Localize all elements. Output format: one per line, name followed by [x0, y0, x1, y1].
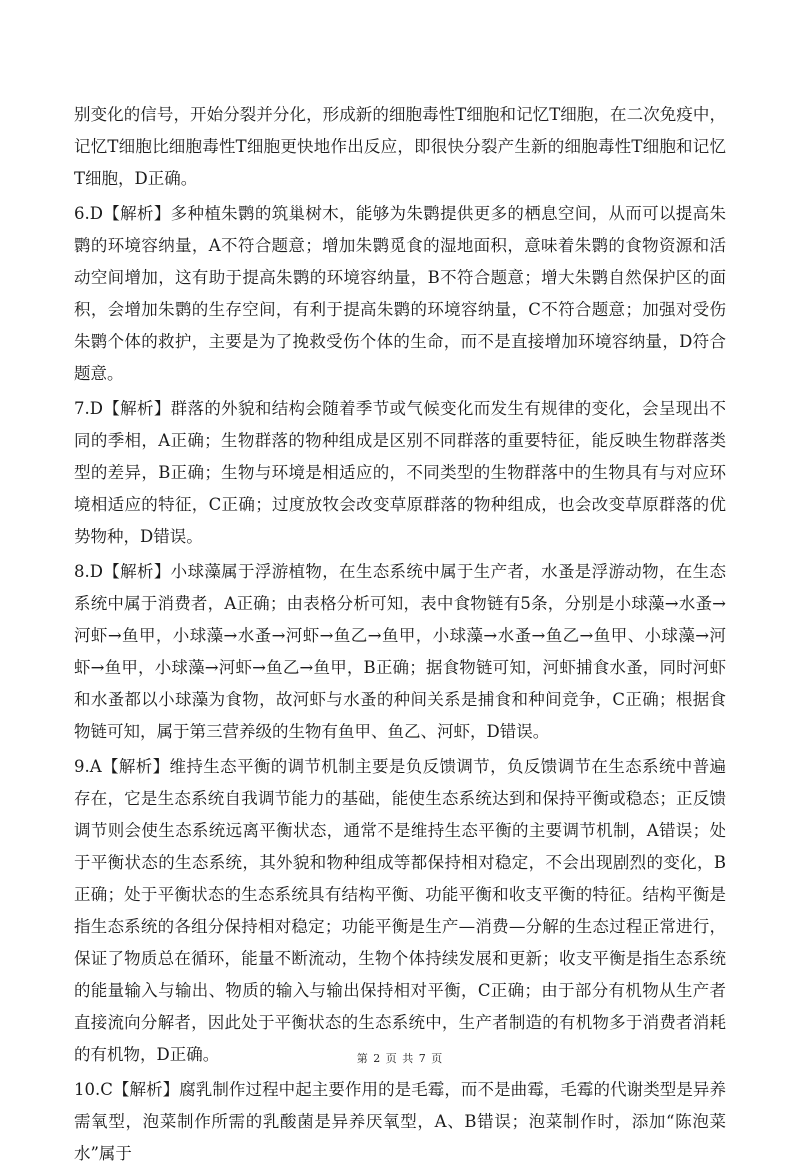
paragraph-continuation: 别变化的信号，开始分裂并分化，形成新的细胞毒性T细胞和记忆T细胞，在二次免疫中，记忆T细胞比细胞毒性T细胞更快地作出反应，即很快分裂产生新的细胞毒性T细胞和记忆T细胞，D正确。: [74, 105, 726, 188]
paragraph-answer-10: 10.C【解析】腐乳制作过程中起主要作用的是毛霉，而不是曲霉，毛霉的代谢类型是异养需氧型，泡菜制作所需的乳酸菌是异养厌氧型，A、B错误；泡菜制作时，添加“陈泡菜水”属于: [74, 1080, 726, 1163]
page-footer: 第 2 页 共 7 页: [356, 1052, 444, 1065]
paragraph-answer-8: 8.D【解析】小球藻属于浮游植物，在生态系统中属于生产者，水蚤是浮游动物，在生态系统中属于消费者，A正确；由表格分析可知，表中食物链有5条，分别是小球藻→水蚤→河虾→鱼甲，小球藻→水蚤→河虾→鱼乙→鱼甲，小球藻→水蚤→鱼乙→鱼甲、小球藻→河虾→鱼甲，小球藻→河虾→鱼乙→鱼甲，B正确；据食物链可知，河虾捕食水蚤，同时河虾和水蚤都以小球藻为食物，故河虾与水蚤的种间关系是捕食和种间竞争，C正确；根据食物链可知，属于第三营养级的生物有鱼甲、鱼乙、河虾，D错误。: [74, 562, 726, 741]
answer-explanations: [74, 99, 726, 1173]
paragraph-answer-6: 6.D【解析】多种植朱鹮的筑巢树木，能够为朱鹮提供更多的栖息空间，从而可以提高朱鹮的环境容纳量，A不符合题意；增加朱鹮觅食的湿地面积，意味着朱鹮的食物资源和活动空间增加，这有助于提高朱鹮的环境容纳量，B不符合题意；增大朱鹮自然保护区的面积，会增加朱鹮的生存空间，有利于提高朱鹮的环境容纳量，C不符合题意；加强对受伤朱鹮个体的救护，主要是为了挽救受伤个体的生命，而不是直接增加环境容纳量，D符合题意。: [74, 204, 726, 383]
paragraph-answer-9: 9.A【解析】维持生态平衡的调节机制主要是负反馈调节，负反馈调节在生态系统中普遍存在，它是生态系统自我调节能力的基础，能使生态系统达到和保持平衡或稳态；正反馈调节则会使生态系统远离平衡状态，通常不是维持生态平衡的主要调节机制，A错误；处于平衡状态的生态系统，其外貌和物种组成等都保持相对稳定，不会出现剧烈的变化，B正确；处于平衡状态的生态系统具有结构平衡、功能平衡和收支平衡的特征。结构平衡是指生态系统的各组分保持相对稳定；功能平衡是生产—消费—分解的生态过程正常进行，保证了物质总在循环，能量不断流动，生物个体持续发展和更新；收支平衡是指生态系统的能量输入与输出、物质的输入与输出保持相对平衡，C正确；由于部分有机物从生产者直接流向分解者，因此处于平衡状态的生态系统中，生产者制造的有机物多于消费者消耗的有机物，D正确。: [74, 757, 726, 1064]
paragraph-answer-7: 7.D【解析】群落的外貌和结构会随着季节或气候变化而发生有规律的变化，会呈现出不同的季相，A正确；生物群落的物种组成是区别不同群落的重要特征，能反映生物群落类型的差异，B正确；生物与环境是相适应的，不同类型的生物群落中的生物具有与对应环境相适应的特征，C正确；过度放牧会改变草原群落的物种组成，也会改变草原群落的优势物种，D错误。: [74, 399, 726, 546]
